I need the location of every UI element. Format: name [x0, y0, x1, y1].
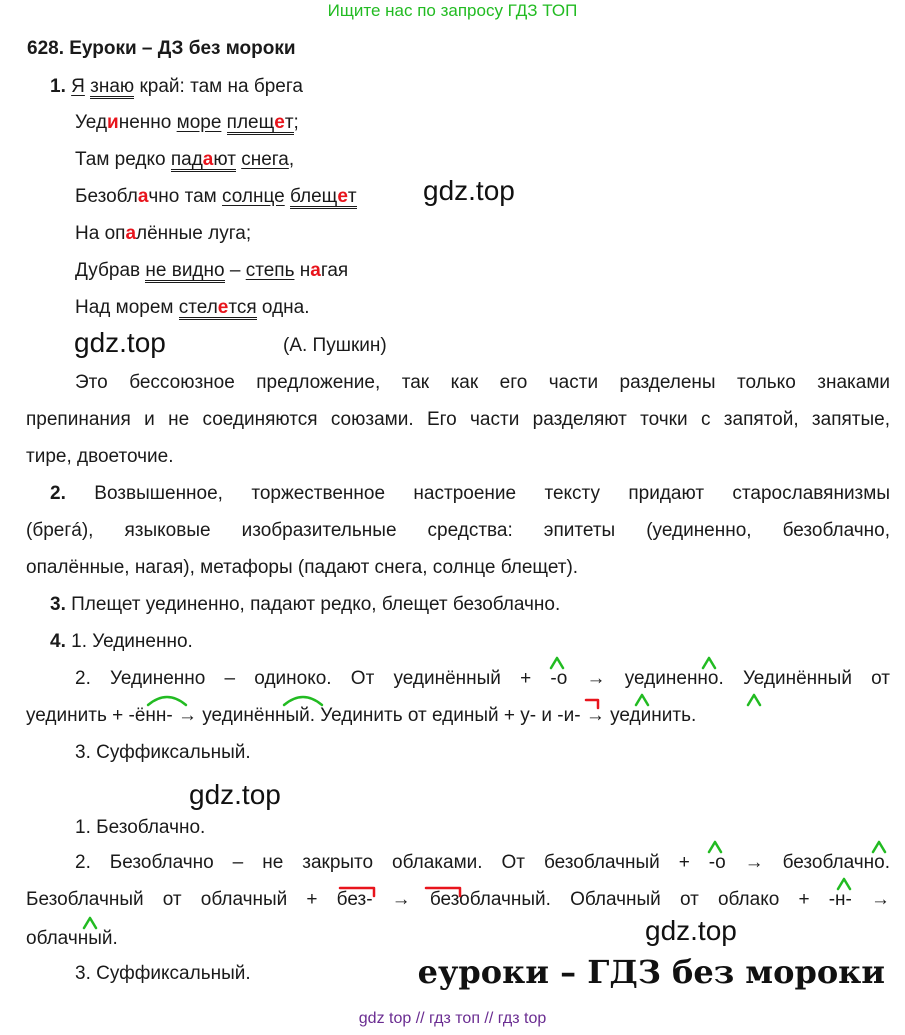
- subject-word: степь: [245, 260, 295, 281]
- poem-author: (А. Пушкин): [283, 335, 387, 356]
- poem-line-4: Безоблачно там солнце блещет: [75, 186, 357, 207]
- prefix-mark-icon: [586, 700, 598, 708]
- poem-line-6: Дубрав не видно – степь нагая: [75, 260, 349, 281]
- top-banner[interactable]: Ищите нас по запросу ГДЗ ТОП: [327, 1, 578, 20]
- poem-line-1: 1. Я знаю край: там на брега: [50, 76, 303, 97]
- watermark: gdz.top: [74, 327, 166, 358]
- watermark: gdz.top: [189, 779, 281, 810]
- predicate-word: стелется: [178, 297, 257, 318]
- footer-brand: еуроки – ГДЗ без мороки: [417, 953, 885, 991]
- paragraph-line: 3. Суффиксальный.: [75, 742, 251, 763]
- paragraph-line: 1. Безоблачно.: [75, 817, 206, 838]
- paragraph-line: тире, двоеточие.: [26, 446, 174, 467]
- suffix-mark-icon: [873, 842, 885, 852]
- suffix-mark-icon: [709, 842, 721, 852]
- paragraph-line: 4. 1. Уединенно.: [50, 631, 193, 652]
- paragraph-line: препинания и не соединяются союзами. Его части разделяют точки с запятой, запятые,: [26, 409, 890, 430]
- predicate-word: блещет: [290, 186, 357, 207]
- subject-word: море: [176, 112, 222, 133]
- prefix-mark-icon: [340, 888, 374, 896]
- paragraph-line: 2. Возвышенное, торжественное настроение тексту придают старославянизмы: [50, 483, 890, 504]
- paragraph-line: облачный.: [26, 928, 118, 949]
- predicate-word: падают: [170, 149, 236, 170]
- poem-line-2: Уединенно море плещет;: [75, 112, 299, 133]
- poem-line-7: Над морем стелется одна.: [75, 297, 310, 318]
- subject-word: Я: [71, 76, 85, 97]
- poem-line-5: На опалённые луга;: [75, 223, 252, 244]
- suffix-arc-icon: [148, 697, 186, 705]
- paragraph-line: опалённые, нагая), метафоры (падают снега, солнце блещет).: [26, 557, 579, 578]
- suffix-mark-icon: [703, 658, 715, 668]
- paragraph-line: 3. Плещет уединенно, падают редко, блещет безоблачно.: [50, 594, 561, 615]
- suffix-mark-icon: [84, 918, 96, 928]
- predicate-word: плещет: [226, 112, 294, 133]
- paragraph-line: Это бессоюзное предложение, так как его части разделены только знаками: [75, 372, 890, 393]
- item-number: 1.: [50, 76, 66, 97]
- suffix-mark-icon: [838, 879, 850, 889]
- paragraph-line: Безоблачный от облачный + без- → безоблачный. Облачный от облако + -н- →: [26, 889, 890, 910]
- watermark: gdz.top: [423, 175, 515, 206]
- subject-word: солнце: [222, 186, 285, 207]
- suffix-mark-icon: [551, 658, 563, 668]
- footer-links[interactable]: gdz top // гдз топ // гдз top: [358, 1010, 547, 1027]
- suffix-arc-icon: [284, 697, 322, 705]
- watermark: gdz.top: [645, 915, 737, 946]
- prefix-mark-icon: [426, 888, 460, 896]
- paragraph-line: уединить + -ённ- → уединённый. Уединить от единый + у- и -и- → уединить.: [26, 705, 697, 726]
- paragraph-line: (брегá), языковые изобразительные средства: эпитеты (уединенно, безоблачно,: [26, 520, 890, 541]
- suffix-mark-icon: [748, 695, 760, 705]
- paragraph-line: 2. Безоблачно – не закрыто облаками. От безоблачный + -о → безоблачно.: [75, 852, 890, 873]
- predicate-word: не видно: [145, 260, 225, 281]
- paragraph-line: 3. Суффиксальный.: [75, 963, 251, 984]
- suffix-mark-icon: [636, 695, 648, 705]
- subject-word: снега: [241, 149, 289, 170]
- predicate-word: знаю: [90, 76, 135, 97]
- page-title: 628. Еуроки – ДЗ без мороки: [27, 38, 296, 59]
- paragraph-line: 2. Уединенно – одиноко. От уединённый + -о → уединенно. Уединённый от: [75, 668, 890, 689]
- poem-line-3: Там редко падают снега,: [75, 149, 295, 170]
